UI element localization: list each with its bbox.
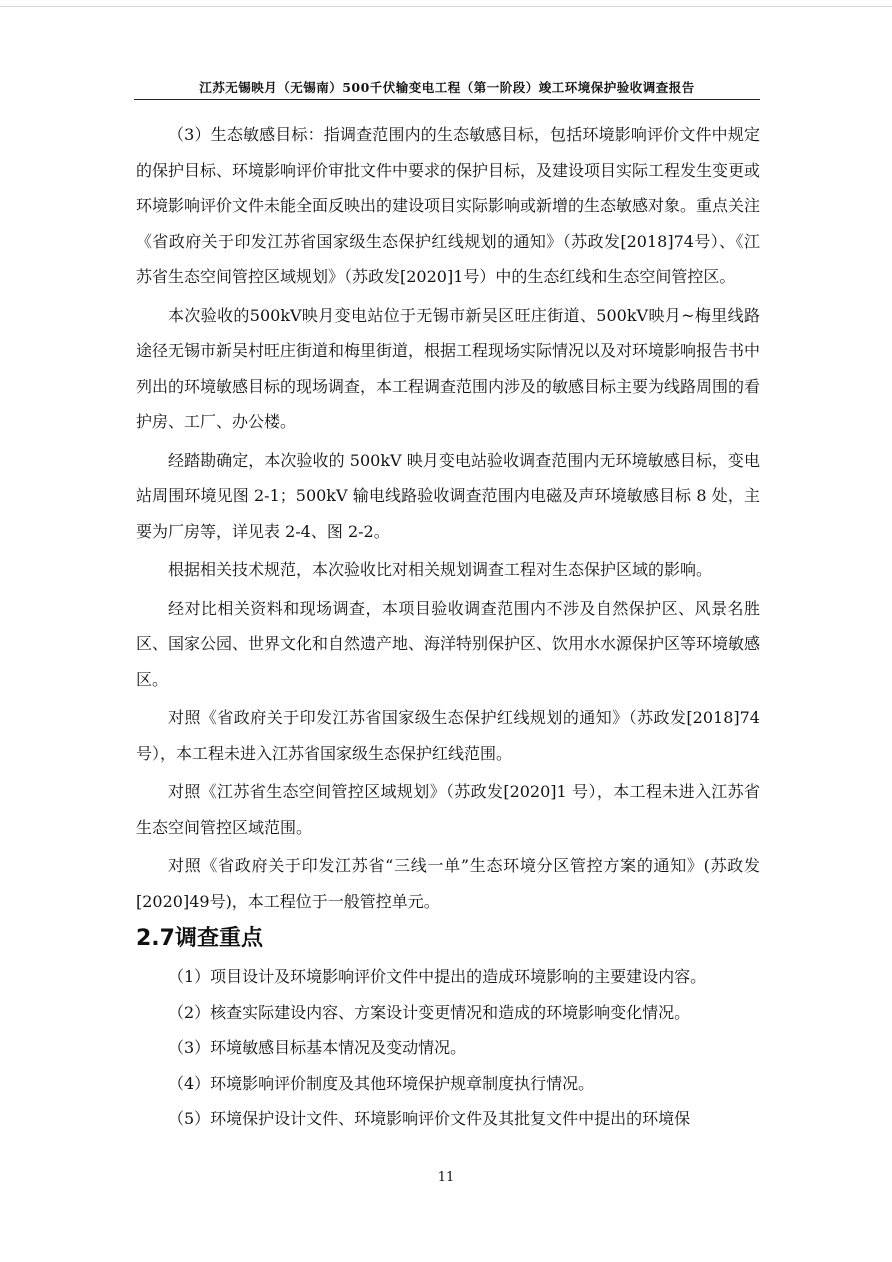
paragraph-ecological-targets: （3）生态敏感目标：指调查范围内的生态敏感目标，包括环境影响评价文件中规定的保护目标、环境影响评价审批文件中要求的保护目标，及建设项目实际工程发生变更或环境影响评价文件未能全面反映出的建设项目实际影响或新增的生态敏感对象。重点关注《省政府关于印发江苏省国家级生态保护红线规划的通知》（苏政发[2018]74号）、《江苏省生态空间管控区域规划》（苏政发[2020]1号）中的生态红线和生态空间管控区。 (136, 125, 761, 286)
paragraph-survey-result: 经踏勘确定，本次验收的 500kV 映月变电站验收调查范围内无环境敏感目标，变电站周围环境见图 2-1；500kV 输电线路验收调查范围内电磁及声环境敏感目标 8 处，主要为厂房等，详见表 2-4、图 2-2。 (136, 450, 760, 541)
list-item: （5）环境保护设计文件、环境影响评价文件及其批复文件中提出的环境保 (168, 1109, 691, 1128)
paragraph-sensitive-areas: 经对比相关资料和现场调查，本项目验收调查范围内不涉及自然保护区、风景名胜区、国家公园、世界文化和自然遗产地、海洋特别保护区、饮用水水源保护区等环境敏感区。 (136, 598, 761, 689)
page-number: 11 (437, 1170, 455, 1185)
paragraph-red-line: 对照《省政府关于印发江苏省国家级生态保护红线规划的通知》（苏政发[2018]74号），本工程未进入江苏省国家级生态保护红线范围。 (136, 708, 760, 763)
header-divider (134, 99, 760, 100)
focus-list (136, 959, 760, 1137)
list-item: （4）环境影响评价制度及其他环境保护规章制度执行情况。 (168, 1073, 595, 1093)
list-item: （2）核查实际建设内容、方案设计变更情况和造成的环境影响变化情况。 (168, 1002, 691, 1022)
body-text (136, 117, 760, 1137)
running-header: 江苏无锡映月（无锡南）500千伏输变电工程（第一阶段）竣工环境保护验收调查报告 (199, 80, 695, 95)
paragraph-technical-spec: 根据相关技术规范，本次验收比对相关规划调查工程对生态保护区域的影响。 (168, 560, 713, 579)
scan-edge-line (0, 6, 892, 7)
paragraph-substation-location: 本次验收的500kV映月变电站位于无锡市新吴区旺庄街道、500kV映月~梅里线路途径无锡市新吴村旺庄街道和梅里街道，根据工程现场实际情况以及对环境影响报告书中列出的环境敏感目标的现场调查，本工程调查范围内涉及的敏感目标主要为线路周围的看护房、工厂、办公楼。 (136, 305, 761, 431)
section-heading: 2.7调查重点 (136, 926, 263, 951)
paragraph-three-lines: 对照《省政府关于印发江苏省“三线一单”生态环境分区管控方案的通知》(苏政发[2020]49号)，本工程位于一般管控单元。 (136, 856, 760, 911)
list-item: （1）项目设计及环境影响评价文件中提出的造成环境影响的主要建设内容。 (168, 967, 707, 986)
paragraph-control-zone: 对照《江苏省生态空间管控区域规划》（苏政发[2020]1 号），本工程未进入江苏省生态空间管控区域范围。 (136, 782, 760, 837)
list-item: （3）环境敏感目标基本情况及变动情况。 (168, 1038, 467, 1057)
